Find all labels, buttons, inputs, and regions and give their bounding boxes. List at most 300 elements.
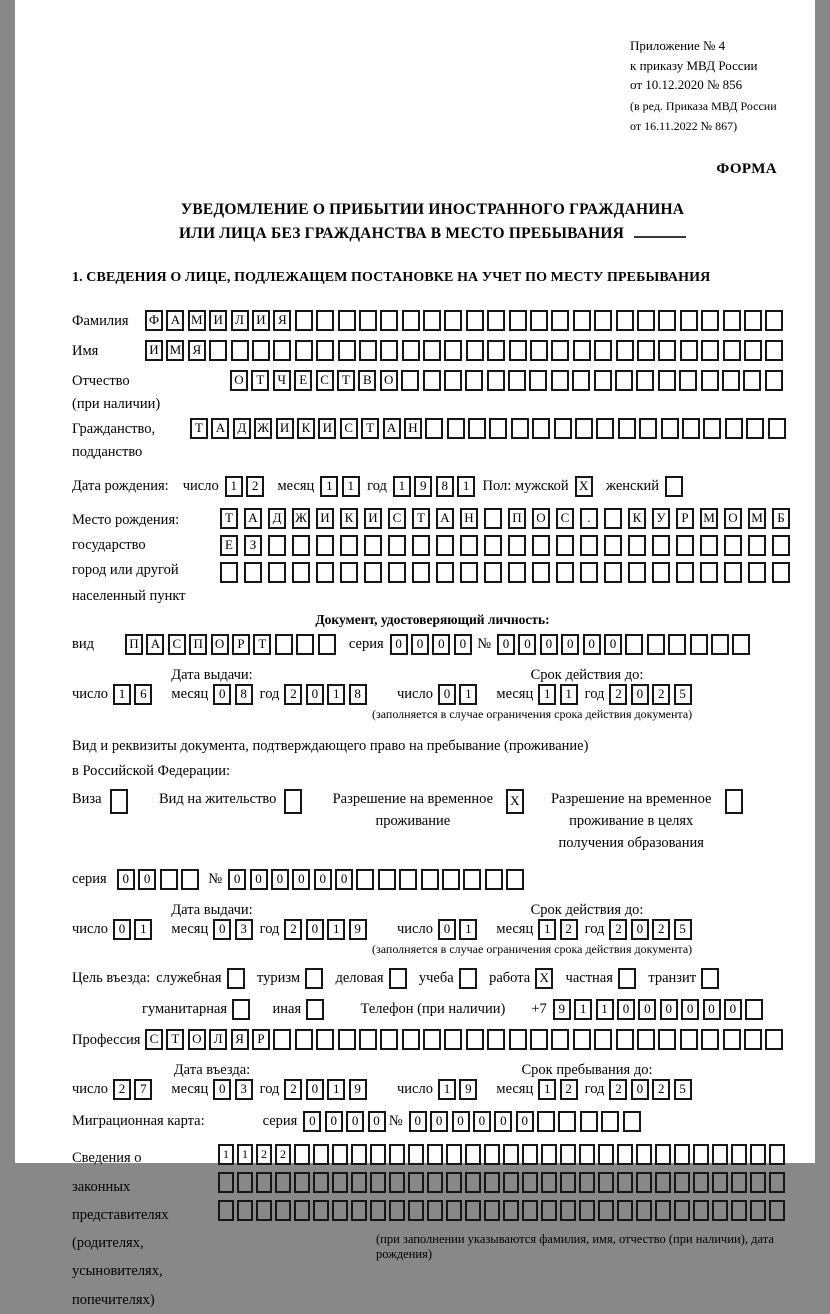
char-cell[interactable]: 9 xyxy=(459,1079,477,1100)
char-cell[interactable] xyxy=(370,1172,386,1193)
char-cell[interactable]: 1 xyxy=(560,684,578,705)
char-cell[interactable]: 1 xyxy=(393,476,411,497)
char-cell[interactable] xyxy=(508,535,526,556)
char-cell[interactable]: 2 xyxy=(609,684,627,705)
char-cell[interactable]: 2 xyxy=(275,1144,291,1165)
char-cell[interactable] xyxy=(601,1111,619,1132)
char-cell[interactable]: 0 xyxy=(631,919,649,940)
char-cell[interactable] xyxy=(725,789,743,814)
char-cell[interactable]: . xyxy=(580,508,598,529)
char-cell[interactable] xyxy=(701,968,719,989)
char-cell[interactable] xyxy=(423,370,441,391)
purpose-private-checkbox[interactable] xyxy=(618,968,639,989)
char-cell[interactable] xyxy=(316,1029,334,1050)
char-cell[interactable] xyxy=(359,1029,377,1050)
char-cell[interactable]: 9 xyxy=(414,476,432,497)
purpose-work-checkbox[interactable] xyxy=(535,968,556,989)
char-cell[interactable]: 0 xyxy=(497,634,515,655)
char-cell[interactable] xyxy=(701,340,719,361)
char-cell[interactable] xyxy=(227,968,245,989)
char-cell[interactable]: И xyxy=(364,508,382,529)
char-cell[interactable]: С xyxy=(145,1029,163,1050)
char-cell[interactable] xyxy=(724,535,742,556)
char-cell[interactable]: О xyxy=(532,508,550,529)
char-cell[interactable] xyxy=(661,418,679,439)
char-cell[interactable] xyxy=(769,1200,785,1221)
purpose-tourism-checkbox[interactable] xyxy=(305,968,326,989)
char-cell[interactable] xyxy=(551,310,569,331)
char-cell[interactable] xyxy=(636,1144,652,1165)
char-cell[interactable] xyxy=(436,535,454,556)
char-cell[interactable]: 0 xyxy=(438,919,456,940)
char-cell[interactable]: 1 xyxy=(574,999,592,1020)
char-cell[interactable]: 9 xyxy=(349,919,367,940)
char-cell[interactable] xyxy=(313,1172,329,1193)
char-cell[interactable] xyxy=(652,562,670,583)
char-cell[interactable]: 1 xyxy=(538,684,556,705)
char-cell[interactable] xyxy=(316,340,334,361)
char-cell[interactable] xyxy=(351,1172,367,1193)
char-cell[interactable] xyxy=(658,310,676,331)
char-cell[interactable] xyxy=(466,1029,484,1050)
purpose-official-checkbox[interactable] xyxy=(227,968,248,989)
char-cell[interactable]: 2 xyxy=(609,1079,627,1100)
char-cell[interactable]: 1 xyxy=(538,1079,556,1100)
char-cell[interactable] xyxy=(218,1172,234,1193)
char-cell[interactable] xyxy=(296,634,314,655)
char-cell[interactable] xyxy=(237,1200,253,1221)
char-cell[interactable] xyxy=(268,535,286,556)
char-cell[interactable] xyxy=(485,869,503,890)
char-cell[interactable]: М xyxy=(748,508,766,529)
char-cell[interactable] xyxy=(560,1144,576,1165)
char-cell[interactable]: 0 xyxy=(250,869,268,890)
char-cell[interactable] xyxy=(423,1029,441,1050)
char-cell[interactable]: С xyxy=(168,634,186,655)
char-cell[interactable] xyxy=(237,1172,253,1193)
char-cell[interactable]: 8 xyxy=(235,684,253,705)
char-cell[interactable]: Д xyxy=(233,418,251,439)
char-cell[interactable] xyxy=(674,1200,690,1221)
char-cell[interactable] xyxy=(408,1200,424,1221)
char-cell[interactable] xyxy=(436,562,454,583)
char-cell[interactable] xyxy=(744,310,762,331)
char-cell[interactable]: 1 xyxy=(327,684,345,705)
char-cell[interactable]: К xyxy=(628,508,646,529)
char-cell[interactable] xyxy=(378,869,396,890)
char-cell[interactable] xyxy=(465,1144,481,1165)
char-cell[interactable]: П xyxy=(125,634,143,655)
char-cell[interactable] xyxy=(744,1029,762,1050)
char-cell[interactable]: 0 xyxy=(314,869,332,890)
char-cell[interactable] xyxy=(425,418,443,439)
char-cell[interactable] xyxy=(380,310,398,331)
char-cell[interactable] xyxy=(723,310,741,331)
char-cell[interactable] xyxy=(305,968,323,989)
char-cell[interactable] xyxy=(294,1172,310,1193)
char-cell[interactable] xyxy=(647,634,665,655)
char-cell[interactable]: Т xyxy=(190,418,208,439)
char-cell[interactable] xyxy=(351,1144,367,1165)
char-cell[interactable]: Е xyxy=(220,535,238,556)
char-cell[interactable] xyxy=(220,562,238,583)
char-cell[interactable] xyxy=(332,1200,348,1221)
char-cell[interactable] xyxy=(509,310,527,331)
char-cell[interactable]: 0 xyxy=(409,1111,427,1132)
char-cell[interactable] xyxy=(399,869,417,890)
char-cell[interactable]: А xyxy=(383,418,401,439)
char-cell[interactable] xyxy=(408,1144,424,1165)
char-cell[interactable]: 0 xyxy=(518,634,536,655)
char-cell[interactable] xyxy=(551,370,569,391)
char-cell[interactable] xyxy=(421,869,439,890)
char-cell[interactable]: Б xyxy=(772,508,790,529)
char-cell[interactable] xyxy=(690,634,708,655)
char-cell[interactable] xyxy=(701,1029,719,1050)
char-cell[interactable]: 1 xyxy=(113,684,131,705)
char-cell[interactable] xyxy=(744,340,762,361)
char-cell[interactable] xyxy=(598,1172,614,1193)
char-cell[interactable] xyxy=(508,562,526,583)
char-cell[interactable] xyxy=(273,340,291,361)
char-cell[interactable]: З xyxy=(244,535,262,556)
char-cell[interactable]: 1 xyxy=(459,684,477,705)
char-cell[interactable] xyxy=(682,418,700,439)
char-cell[interactable] xyxy=(750,1144,766,1165)
char-cell[interactable] xyxy=(658,340,676,361)
char-cell[interactable] xyxy=(712,1200,728,1221)
char-cell[interactable] xyxy=(294,1200,310,1221)
char-cell[interactable] xyxy=(746,418,764,439)
char-cell[interactable]: 0 xyxy=(292,869,310,890)
char-cell[interactable] xyxy=(572,370,590,391)
char-cell[interactable]: 0 xyxy=(113,919,131,940)
char-cell[interactable] xyxy=(316,310,334,331)
char-cell[interactable] xyxy=(402,340,420,361)
char-cell[interactable] xyxy=(466,340,484,361)
char-cell[interactable]: 2 xyxy=(609,919,627,940)
purpose-study-checkbox[interactable] xyxy=(459,968,480,989)
char-cell[interactable]: 8 xyxy=(349,684,367,705)
char-cell[interactable]: Д xyxy=(268,508,286,529)
char-cell[interactable]: 0 xyxy=(138,869,156,890)
char-cell[interactable] xyxy=(370,1144,386,1165)
char-cell[interactable] xyxy=(487,370,505,391)
char-cell[interactable] xyxy=(637,340,655,361)
char-cell[interactable]: 1 xyxy=(225,476,243,497)
char-cell[interactable]: И xyxy=(318,418,336,439)
char-cell[interactable] xyxy=(765,340,783,361)
char-cell[interactable] xyxy=(598,1144,614,1165)
temp-residence-checkbox[interactable] xyxy=(506,789,527,814)
char-cell[interactable]: 0 xyxy=(346,1111,364,1132)
char-cell[interactable] xyxy=(628,535,646,556)
char-cell[interactable] xyxy=(427,1144,443,1165)
char-cell[interactable]: Т xyxy=(166,1029,184,1050)
char-cell[interactable] xyxy=(655,1200,671,1221)
char-cell[interactable] xyxy=(580,562,598,583)
char-cell[interactable] xyxy=(604,535,622,556)
char-cell[interactable]: 2 xyxy=(113,1079,131,1100)
sex-female-checkbox[interactable] xyxy=(665,476,686,497)
char-cell[interactable] xyxy=(484,508,502,529)
char-cell[interactable] xyxy=(356,869,374,890)
char-cell[interactable] xyxy=(712,1144,728,1165)
char-cell[interactable]: 2 xyxy=(560,919,578,940)
char-cell[interactable] xyxy=(579,1172,595,1193)
char-cell[interactable] xyxy=(306,999,324,1020)
char-cell[interactable]: И xyxy=(276,418,294,439)
char-cell[interactable] xyxy=(412,562,430,583)
char-cell[interactable] xyxy=(465,1200,481,1221)
char-cell[interactable]: О xyxy=(188,1029,206,1050)
char-cell[interactable] xyxy=(623,1111,641,1132)
char-cell[interactable] xyxy=(232,999,250,1020)
char-cell[interactable]: 0 xyxy=(438,684,456,705)
char-cell[interactable] xyxy=(294,1144,310,1165)
char-cell[interactable]: 0 xyxy=(660,999,678,1020)
char-cell[interactable] xyxy=(723,1029,741,1050)
char-cell[interactable] xyxy=(487,340,505,361)
char-cell[interactable]: 8 xyxy=(436,476,454,497)
char-cell[interactable] xyxy=(655,1144,671,1165)
char-cell[interactable] xyxy=(256,1200,272,1221)
char-cell[interactable] xyxy=(579,1200,595,1221)
char-cell[interactable] xyxy=(522,1144,538,1165)
char-cell[interactable] xyxy=(725,418,743,439)
char-cell[interactable] xyxy=(768,418,786,439)
char-cell[interactable] xyxy=(573,310,591,331)
char-cell[interactable]: 1 xyxy=(459,919,477,940)
char-cell[interactable]: 0 xyxy=(703,999,721,1020)
char-cell[interactable] xyxy=(594,370,612,391)
char-cell[interactable]: Л xyxy=(209,1029,227,1050)
char-cell[interactable] xyxy=(743,370,761,391)
char-cell[interactable]: Р xyxy=(676,508,694,529)
char-cell[interactable] xyxy=(370,1200,386,1221)
char-cell[interactable]: 2 xyxy=(284,684,302,705)
char-cell[interactable]: 0 xyxy=(617,999,635,1020)
char-cell[interactable]: Е xyxy=(294,370,312,391)
char-cell[interactable]: Т xyxy=(412,508,430,529)
char-cell[interactable] xyxy=(340,562,358,583)
char-cell[interactable] xyxy=(444,1029,462,1050)
char-cell[interactable] xyxy=(573,340,591,361)
char-cell[interactable]: 0 xyxy=(306,684,324,705)
char-cell[interactable] xyxy=(273,1029,291,1050)
char-cell[interactable]: 1 xyxy=(134,919,152,940)
char-cell[interactable] xyxy=(731,1200,747,1221)
char-cell[interactable] xyxy=(522,1200,538,1221)
char-cell[interactable]: 0 xyxy=(213,684,231,705)
char-cell[interactable] xyxy=(530,340,548,361)
char-cell[interactable] xyxy=(772,562,790,583)
char-cell[interactable] xyxy=(318,634,336,655)
char-cell[interactable] xyxy=(616,310,634,331)
char-cell[interactable] xyxy=(446,1172,462,1193)
char-cell[interactable]: 0 xyxy=(638,999,656,1020)
purpose-other-checkbox[interactable] xyxy=(306,999,327,1020)
char-cell[interactable] xyxy=(503,1144,519,1165)
char-cell[interactable] xyxy=(722,370,740,391)
char-cell[interactable] xyxy=(509,340,527,361)
char-cell[interactable] xyxy=(160,869,178,890)
char-cell[interactable]: 2 xyxy=(246,476,264,497)
char-cell[interactable] xyxy=(364,562,382,583)
char-cell[interactable]: И xyxy=(209,310,227,331)
char-cell[interactable] xyxy=(765,370,783,391)
char-cell[interactable] xyxy=(596,418,614,439)
char-cell[interactable] xyxy=(701,370,719,391)
purpose-humanitarian-checkbox[interactable] xyxy=(232,999,253,1020)
char-cell[interactable] xyxy=(511,418,529,439)
char-cell[interactable]: К xyxy=(340,508,358,529)
char-cell[interactable] xyxy=(723,340,741,361)
char-cell[interactable]: П xyxy=(189,634,207,655)
char-cell[interactable]: Ж xyxy=(254,418,272,439)
char-cell[interactable] xyxy=(693,1144,709,1165)
char-cell[interactable] xyxy=(412,535,430,556)
char-cell[interactable] xyxy=(442,869,460,890)
char-cell[interactable]: 1 xyxy=(438,1079,456,1100)
char-cell[interactable] xyxy=(209,340,227,361)
char-cell[interactable]: 2 xyxy=(284,1079,302,1100)
char-cell[interactable]: 2 xyxy=(284,919,302,940)
purpose-transit-checkbox[interactable] xyxy=(701,968,722,989)
char-cell[interactable]: 0 xyxy=(681,999,699,1020)
char-cell[interactable]: Я xyxy=(231,1029,249,1050)
char-cell[interactable]: 2 xyxy=(256,1144,272,1165)
char-cell[interactable]: Т xyxy=(220,508,238,529)
char-cell[interactable]: Р xyxy=(232,634,250,655)
char-cell[interactable]: 2 xyxy=(652,919,670,940)
char-cell[interactable] xyxy=(268,562,286,583)
char-cell[interactable] xyxy=(616,340,634,361)
char-cell[interactable]: 6 xyxy=(134,684,152,705)
char-cell[interactable]: 1 xyxy=(320,476,338,497)
char-cell[interactable] xyxy=(252,340,270,361)
char-cell[interactable] xyxy=(560,1200,576,1221)
char-cell[interactable] xyxy=(401,370,419,391)
char-cell[interactable] xyxy=(389,1172,405,1193)
char-cell[interactable]: 0 xyxy=(303,1111,321,1132)
char-cell[interactable] xyxy=(284,789,302,814)
char-cell[interactable] xyxy=(674,1172,690,1193)
char-cell[interactable] xyxy=(625,634,643,655)
char-cell[interactable] xyxy=(693,1172,709,1193)
char-cell[interactable]: 0 xyxy=(561,634,579,655)
char-cell[interactable]: 0 xyxy=(454,634,472,655)
residence-permit-checkbox[interactable] xyxy=(284,789,305,814)
char-cell[interactable]: 2 xyxy=(652,1079,670,1100)
char-cell[interactable]: О xyxy=(211,634,229,655)
char-cell[interactable]: 0 xyxy=(430,1111,448,1132)
char-cell[interactable]: 0 xyxy=(117,869,135,890)
char-cell[interactable] xyxy=(558,1111,576,1132)
char-cell[interactable] xyxy=(639,418,657,439)
char-cell[interactable] xyxy=(459,968,477,989)
char-cell[interactable] xyxy=(460,535,478,556)
char-cell[interactable]: 7 xyxy=(134,1079,152,1100)
char-cell[interactable] xyxy=(380,340,398,361)
char-cell[interactable] xyxy=(769,1172,785,1193)
char-cell[interactable] xyxy=(598,1200,614,1221)
char-cell[interactable]: X xyxy=(575,476,593,497)
char-cell[interactable] xyxy=(579,1144,595,1165)
char-cell[interactable] xyxy=(731,1172,747,1193)
char-cell[interactable] xyxy=(680,340,698,361)
char-cell[interactable]: 0 xyxy=(540,634,558,655)
char-cell[interactable]: Т xyxy=(337,370,355,391)
char-cell[interactable] xyxy=(604,508,622,529)
char-cell[interactable]: 0 xyxy=(306,919,324,940)
char-cell[interactable]: X xyxy=(506,789,524,814)
char-cell[interactable]: 5 xyxy=(674,1079,692,1100)
char-cell[interactable] xyxy=(615,370,633,391)
char-cell[interactable]: М xyxy=(166,340,184,361)
char-cell[interactable] xyxy=(359,310,377,331)
temp-residence-edu-checkbox[interactable] xyxy=(725,789,746,814)
char-cell[interactable] xyxy=(658,1029,676,1050)
char-cell[interactable] xyxy=(637,1029,655,1050)
char-cell[interactable] xyxy=(532,562,550,583)
char-cell[interactable]: 0 xyxy=(494,1111,512,1132)
char-cell[interactable] xyxy=(316,535,334,556)
char-cell[interactable] xyxy=(618,968,636,989)
char-cell[interactable] xyxy=(711,634,729,655)
char-cell[interactable]: С xyxy=(556,508,574,529)
char-cell[interactable]: Я xyxy=(188,340,206,361)
char-cell[interactable]: 0 xyxy=(452,1111,470,1132)
char-cell[interactable] xyxy=(532,535,550,556)
char-cell[interactable]: С xyxy=(340,418,358,439)
char-cell[interactable]: 0 xyxy=(583,634,601,655)
char-cell[interactable] xyxy=(680,1029,698,1050)
char-cell[interactable]: 1 xyxy=(457,476,475,497)
char-cell[interactable]: В xyxy=(358,370,376,391)
char-cell[interactable] xyxy=(618,418,636,439)
char-cell[interactable] xyxy=(772,535,790,556)
char-cell[interactable] xyxy=(594,310,612,331)
char-cell[interactable] xyxy=(295,310,313,331)
char-cell[interactable]: 0 xyxy=(516,1111,534,1132)
char-cell[interactable]: 0 xyxy=(213,919,231,940)
char-cell[interactable]: 0 xyxy=(306,1079,324,1100)
char-cell[interactable]: Ж xyxy=(292,508,310,529)
char-cell[interactable]: Р xyxy=(252,1029,270,1050)
char-cell[interactable]: 1 xyxy=(596,999,614,1020)
char-cell[interactable] xyxy=(506,869,524,890)
char-cell[interactable] xyxy=(427,1172,443,1193)
char-cell[interactable]: 1 xyxy=(327,1079,345,1100)
char-cell[interactable] xyxy=(701,310,719,331)
char-cell[interactable]: 3 xyxy=(235,919,253,940)
char-cell[interactable]: 0 xyxy=(390,634,408,655)
char-cell[interactable] xyxy=(351,1200,367,1221)
char-cell[interactable] xyxy=(668,634,686,655)
char-cell[interactable] xyxy=(275,1200,291,1221)
char-cell[interactable] xyxy=(465,1172,481,1193)
char-cell[interactable] xyxy=(594,1029,612,1050)
char-cell[interactable] xyxy=(750,1200,766,1221)
char-cell[interactable] xyxy=(503,1172,519,1193)
char-cell[interactable] xyxy=(680,310,698,331)
char-cell[interactable] xyxy=(295,1029,313,1050)
char-cell[interactable] xyxy=(338,1029,356,1050)
char-cell[interactable]: У xyxy=(652,508,670,529)
char-cell[interactable] xyxy=(402,310,420,331)
char-cell[interactable]: 0 xyxy=(631,1079,649,1100)
